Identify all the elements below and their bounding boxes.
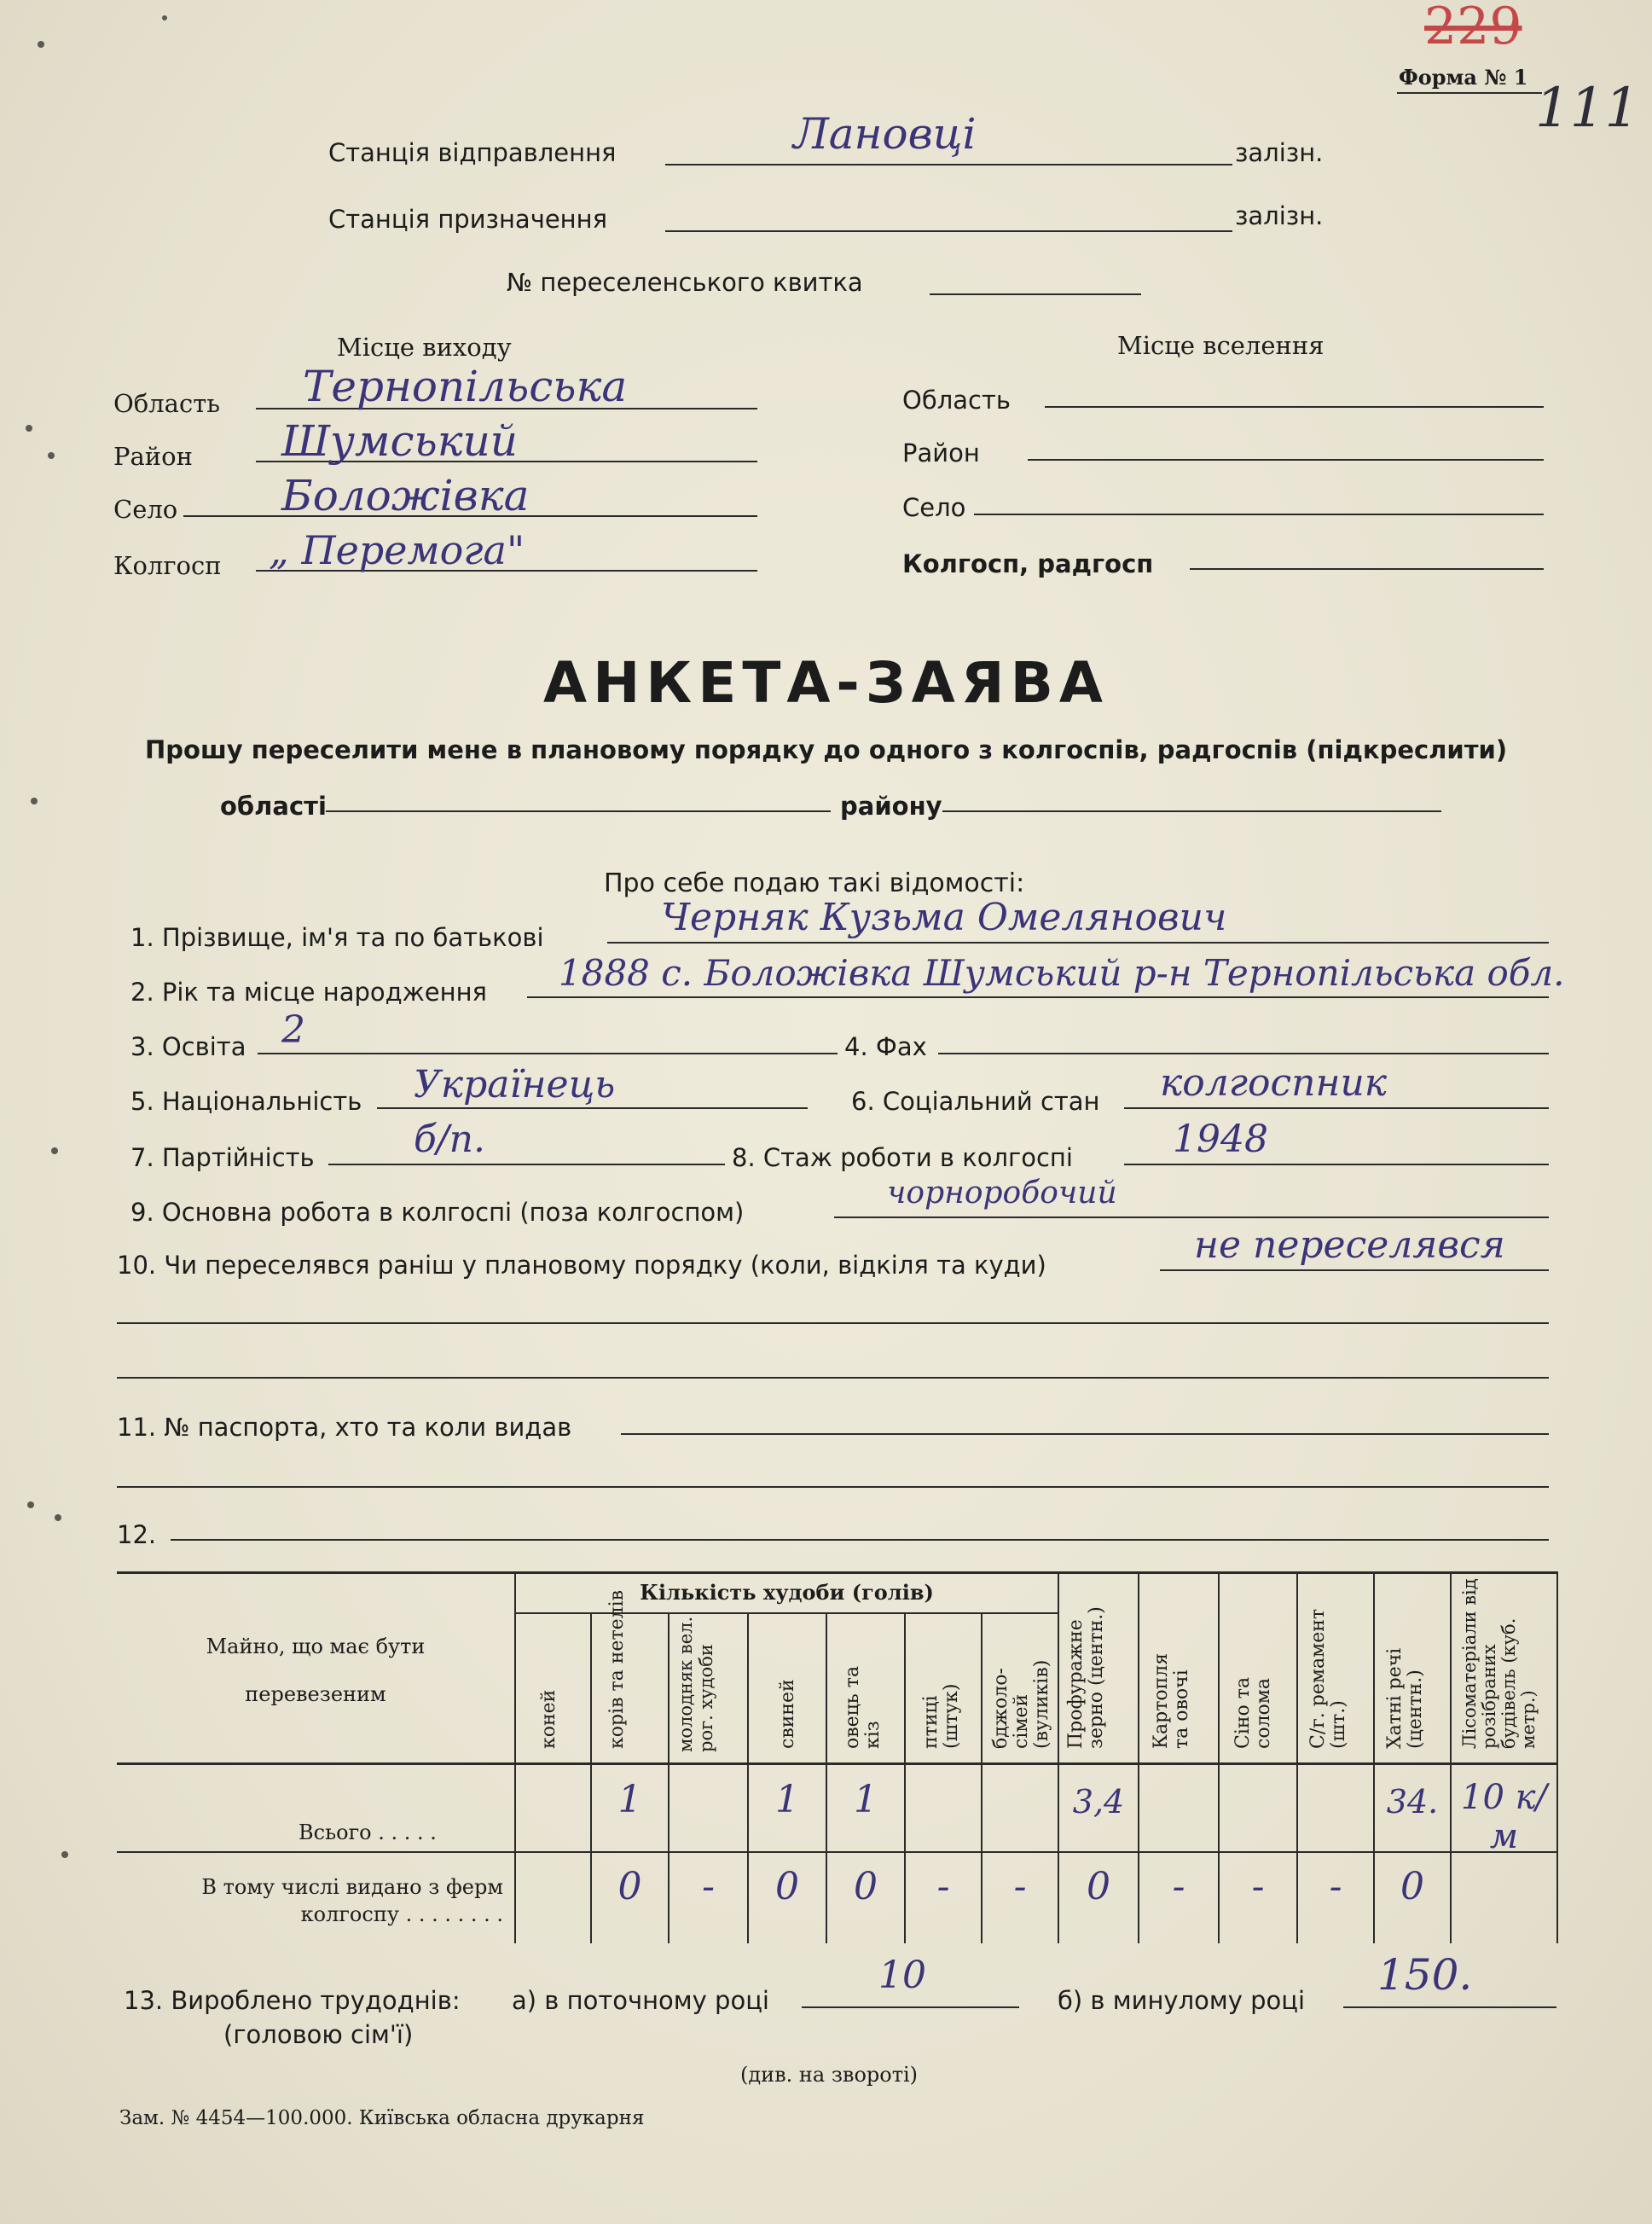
item-6-field — [1124, 1107, 1549, 1109]
destination-heading: Місце вселення — [1117, 331, 1324, 360]
item-9-field — [834, 1217, 1549, 1218]
property-label: Майно, що має бути перевезеним — [206, 1635, 426, 1706]
departure-station-value: Лановці — [793, 109, 977, 159]
destination-region-label: Область — [902, 386, 1011, 415]
destination-district-label: Район — [902, 438, 980, 467]
issued-cell: - — [1329, 1865, 1342, 1908]
item-10-extra-line — [117, 1377, 1549, 1379]
item-5-field — [377, 1107, 808, 1109]
punch-hole — [27, 1501, 34, 1508]
issued-cell: - — [936, 1865, 950, 1908]
destination-region-field — [1045, 406, 1544, 408]
item-10-field — [1160, 1269, 1549, 1271]
form-underline — [1397, 92, 1542, 94]
workdays-previous-value: 150. — [1377, 1950, 1473, 2000]
item-11-extra-line — [117, 1486, 1549, 1488]
item-12-label: 12. — [117, 1520, 157, 1549]
table-col-divider — [1556, 1571, 1558, 1943]
ticket-label: № переселенського квитка — [507, 268, 863, 297]
table-col-divider — [514, 1571, 516, 1943]
column-header: молодняк вел. рог. худоби — [675, 1616, 716, 1752]
departure-station-label: Станція відправлення — [328, 138, 617, 167]
table-header-bottom-rule — [117, 1762, 1556, 1765]
table-col-divider — [1450, 1571, 1452, 1943]
column-header: свиней — [777, 1679, 798, 1749]
issued-cell: - — [1251, 1865, 1265, 1908]
total-cell: 1 — [775, 1778, 799, 1821]
item-11-label: 11. № паспорта, хто та коли видав — [117, 1413, 572, 1442]
item-4-label: 4. Фах — [844, 1032, 927, 1061]
origin-district-label: Район — [113, 442, 193, 471]
item-12-field — [171, 1539, 1549, 1541]
column-header: корів та нетелів — [606, 1589, 628, 1749]
column-header: С/г. ремамент (шт.) — [1307, 1608, 1349, 1749]
total-row-label: Всього . . . . . — [299, 1820, 437, 1844]
punch-hole — [61, 1851, 68, 1858]
issued-cell: - — [1172, 1865, 1185, 1908]
punch-hole — [31, 798, 38, 804]
item-1-field — [607, 942, 1549, 944]
total-cell: 3,4 — [1072, 1783, 1125, 1820]
origin-village-value: Боложівка — [281, 471, 530, 520]
column-header: овець та кіз — [842, 1665, 884, 1749]
total-cell: 1 — [617, 1778, 642, 1821]
item-9-value: чорноробочий — [887, 1176, 1117, 1211]
column-header: Хатні речі (центн.) — [1384, 1647, 1426, 1749]
issued-cell: 0 — [854, 1865, 878, 1908]
oblast-label: області — [220, 792, 327, 821]
total-cell: 1 — [854, 1778, 878, 1821]
workdays-current-value: 10 — [878, 1954, 926, 1997]
punch-hole — [48, 452, 55, 459]
origin-kolkhoz-label: Колгосп — [113, 551, 222, 580]
item-7-value: б/п. — [414, 1118, 486, 1161]
item-6-label: 6. Соціальний стан — [851, 1087, 1100, 1116]
item-9-label: 9. Основна робота в колгоспі (поза колгоспом) — [130, 1198, 745, 1227]
punch-hole — [38, 41, 44, 48]
request-text: Прошу переселити мене в плановому порядку до одного з колгоспів, радгоспів (підкреслити) — [145, 735, 1508, 764]
item-5-value: Українець — [414, 1063, 616, 1106]
raion-label: району — [840, 792, 942, 821]
workdays-label: 13. Вироблено трудоднів: — [124, 1986, 461, 2015]
origin-region-label: Область — [113, 389, 221, 418]
item-8-label: 8. Стаж роботи в колгоспі — [732, 1143, 1073, 1172]
column-header: Профуражне зерно (центн.) — [1065, 1606, 1107, 1749]
destination-kolkhoz-label: Колгосп, радгосп — [902, 549, 1154, 578]
item-10-label: 10. Чи переселявся раніш у плановому порядку (коли, відкіля та куди) — [117, 1251, 1046, 1280]
item-5-label: 5. Національність — [130, 1087, 362, 1116]
printer-footer: Зам. № 4454—100.000. Київська обласна друкарня — [119, 2107, 645, 2129]
destination-station-label: Станція призначення — [328, 205, 608, 234]
item-6-value: колгоспник — [1160, 1061, 1388, 1105]
livestock-header-rule — [516, 1612, 1058, 1614]
item-2-field — [527, 996, 1549, 998]
origin-region-value: Тернопільська — [303, 362, 628, 411]
column-header: коней — [538, 1689, 559, 1749]
origin-district-value: Шумський — [281, 416, 519, 466]
destination-village-label: Село — [902, 493, 966, 522]
archive-number: 229 — [1424, 0, 1522, 56]
issued-cell: 0 — [1087, 1865, 1110, 1908]
table-top-rule — [117, 1571, 1556, 1574]
livestock-header: Кількість худоби (голів) — [640, 1580, 934, 1605]
item-3-value: 2 — [281, 1008, 305, 1052]
rail-suffix: залізн. — [1235, 138, 1324, 167]
column-header: Сіно та солома — [1232, 1676, 1274, 1749]
origin-village-label: Село — [113, 495, 178, 524]
about-heading: Про себе подаю такі відомості: — [604, 868, 1025, 898]
table-total-bottom-rule — [117, 1851, 1556, 1853]
origin-heading: Місце виходу — [337, 333, 512, 362]
form-title: АНКЕТА-ЗАЯВА — [542, 650, 1109, 716]
destination-village-field — [974, 514, 1544, 515]
column-header: Лісоматеріали від розібраних будівель (куб. метр.) — [1459, 1578, 1539, 1749]
column-header: бджоло-сімей (вуликів) — [990, 1659, 1052, 1749]
issued-cell: 0 — [1400, 1865, 1424, 1908]
item-10-value: не переселявся — [1194, 1223, 1505, 1267]
item-8-value: 1948 — [1173, 1118, 1268, 1161]
workdays-previous-label: б) в минулому році — [1058, 1986, 1306, 2015]
destination-district-field — [1028, 459, 1544, 461]
workdays-previous-field — [1343, 2006, 1556, 2008]
issued-cell: - — [702, 1865, 715, 1908]
item-7-field — [328, 1164, 725, 1165]
origin-kolkhoz-value: „ Перемога" — [269, 527, 525, 573]
workdays-current-label: а) в поточному році — [512, 1986, 769, 2015]
issued-row-label: В тому числі видано з ферм колгоспу . . . . . . . . — [201, 1875, 503, 1926]
item-2-value: 1888 с. Боложівка Шумський р-н Тернопільська обл. — [559, 952, 1565, 994]
see-back-note: (див. на звороті) — [740, 2063, 919, 2087]
punch-hole — [162, 15, 167, 20]
punch-hole — [51, 1147, 58, 1154]
column-header: птиці (штук) — [920, 1683, 962, 1749]
item-1-label: 1. Прізвище, ім'я та по батькові — [130, 923, 544, 952]
item-8-field — [1124, 1164, 1549, 1165]
issued-cell: - — [1013, 1865, 1027, 1908]
item-10-extra-line — [117, 1322, 1549, 1324]
destination-kolkhoz-field — [1190, 568, 1544, 570]
destination-station-field — [665, 230, 1232, 232]
workdays-current-field — [802, 2006, 1019, 2008]
item-3-field — [258, 1053, 838, 1054]
rail-suffix: залізн. — [1235, 201, 1324, 230]
column-header: Картопля та овочі — [1151, 1652, 1192, 1749]
sheet-number: 111 — [1535, 77, 1640, 140]
item-2-label: 2. Рік та місце народження — [130, 978, 487, 1007]
issued-cell: 0 — [617, 1865, 642, 1908]
item-1-value: Черняк Кузьма Омелянович — [661, 896, 1227, 939]
raion-field — [942, 810, 1441, 812]
ticket-field — [930, 293, 1141, 295]
item-3-label: 3. Освіта — [130, 1032, 246, 1061]
issued-cell: 0 — [775, 1865, 799, 1908]
item-7-label: 7. Партійність — [130, 1143, 315, 1172]
departure-station-field — [665, 164, 1232, 165]
punch-hole — [26, 425, 32, 432]
total-cell: 10 к/м — [1461, 1778, 1547, 1856]
punch-hole — [55, 1514, 61, 1521]
form-label: Форма № 1 — [1399, 65, 1528, 90]
total-cell: 34. — [1386, 1783, 1439, 1820]
item-4-field — [938, 1053, 1549, 1054]
item-11-field — [621, 1433, 1549, 1435]
workdays-sublabel: (головою сім'ї) — [223, 2020, 414, 2049]
oblast-field — [326, 810, 831, 812]
